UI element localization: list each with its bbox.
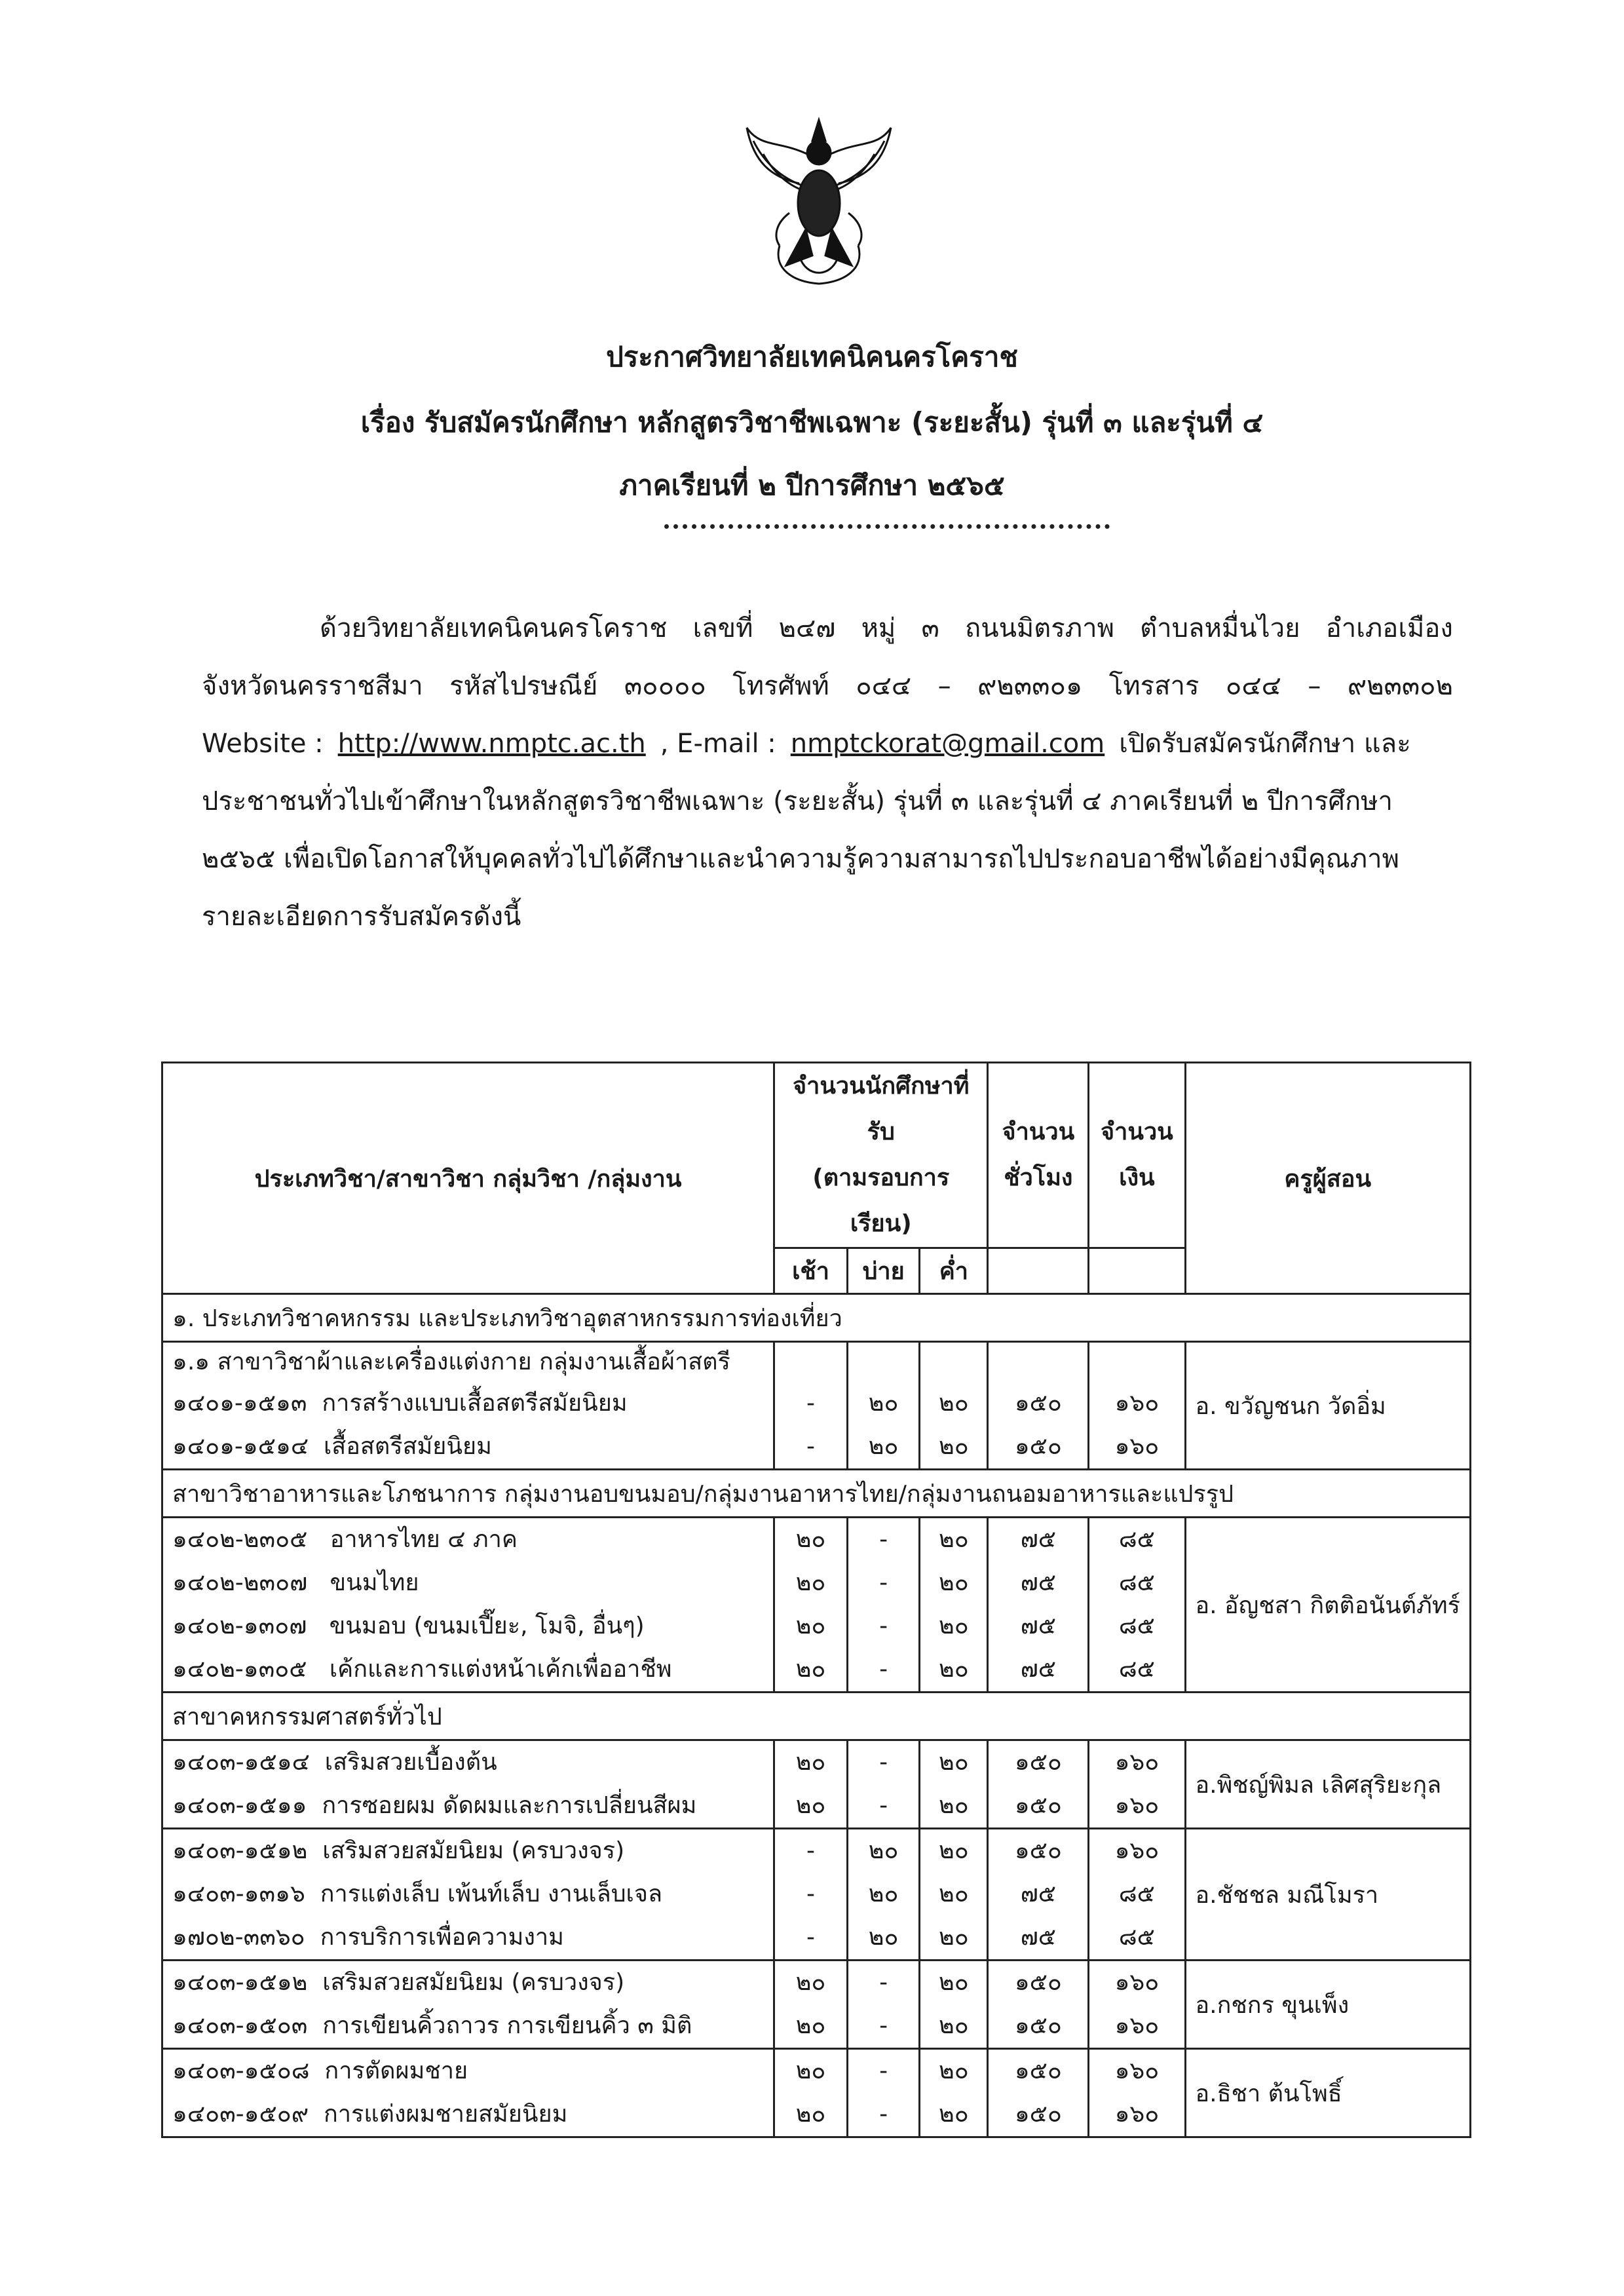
course-item	[172, 1873, 764, 1916]
header-hours-empty	[988, 1248, 1089, 1294]
table-row-group	[162, 1518, 1471, 1693]
section-title: ๑. ประเภทวิชาคหกรรม และประเภทวิชาอุตสาหกรรมการท่องเที่ยว	[162, 1294, 1471, 1342]
afternoon-value: -	[879, 1613, 888, 1639]
subsection-title: ๑.๑ สาขาวิชาผ้าและเครื่องแต่งกาย กลุ่มงานเสื้อผ้าสตรี	[172, 1349, 730, 1375]
course-item	[172, 1605, 764, 1648]
section-row	[162, 1470, 1471, 1518]
morning-value: -	[806, 1881, 816, 1907]
hours-cell	[988, 1342, 1089, 1470]
teacher-name: อ.ชัชชล มณีโมรา	[1185, 1829, 1470, 1961]
money-value: ๑๖๐	[1114, 2012, 1160, 2039]
hours-value: ๑๕๐	[1014, 1749, 1062, 1776]
teacher-name: อ.ธิชา ต้นโพธิ์	[1185, 2049, 1470, 2137]
course-name: การเขียนคิ้วถาวร การเขียนคิ้ว ๓ มิติ	[322, 2012, 692, 2039]
website-link[interactable]: http://www.nmptc.ac.th	[337, 729, 646, 759]
course-name: เสริมสวยสมัยนิยม (ครบวงจร)	[322, 1837, 625, 1864]
course-code: ๑๔๐๓-๑๕๐๘	[172, 2057, 310, 2084]
morning-value: ๒๐	[795, 2012, 826, 2039]
afternoon-value: ๒๐	[868, 1837, 899, 1864]
body-text: โทรสาร	[1108, 671, 1199, 701]
course-code: ๑๔๐๒-๒๓๐๕	[172, 1526, 308, 1553]
body-text: ตำบลหมื่นไวย	[1140, 613, 1300, 643]
dotted-divider	[664, 524, 1110, 529]
afternoon-cell	[847, 1342, 919, 1470]
course-code: ๑๔๐๓-๑๓๑๖	[172, 1881, 305, 1907]
hours-value: ๗๕	[1020, 1569, 1057, 1596]
morning-cell	[774, 1740, 848, 1829]
header-type: ประเภทวิชา/สาขาวิชา กลุ่มวิชา /กลุ่มงาน	[162, 1063, 774, 1294]
money-value: ๘๕	[1118, 1881, 1155, 1907]
section-row	[162, 1693, 1471, 1740]
header-morning: เช้า	[774, 1248, 848, 1294]
teacher-name: อ. อัญชสา กิตติอนันต์ภัทร์	[1185, 1518, 1470, 1693]
morning-cell	[774, 1342, 848, 1470]
afternoon-value: -	[879, 1526, 888, 1553]
evening-value: ๒๐	[939, 1613, 969, 1639]
header-hours	[988, 1063, 1089, 1248]
course-name: การบริการเพื่อความงาม	[320, 1924, 564, 1951]
announcement-title: ประกาศวิทยาลัยเทคนิคนครโคราช	[606, 341, 1018, 373]
morning-cell	[774, 2049, 848, 2137]
evening-cell	[920, 1518, 988, 1693]
body-line-6	[202, 888, 1453, 946]
hours-value: ๑๕๐	[1014, 1390, 1062, 1417]
course-name: อาหารไทย ๔ ภาค	[330, 1526, 518, 1553]
afternoon-value: -	[879, 1569, 888, 1596]
afternoon-cell	[847, 2049, 919, 2137]
evening-value: ๒๐	[939, 1924, 969, 1951]
money-cell	[1089, 2049, 1185, 2137]
course-name: การแต่งเล็บ เพ้นท์เล็บ งานเล็บเจล	[320, 1881, 663, 1907]
afternoon-value: ๒๐	[868, 1433, 899, 1460]
course-item	[172, 2093, 764, 2136]
website-label: Website :	[202, 729, 324, 759]
course-item	[172, 1784, 764, 1827]
morning-cell	[774, 1961, 848, 2049]
morning-value: ๒๐	[795, 2057, 826, 2084]
hours-value: ๑๕๐	[1014, 2101, 1062, 2128]
announcement-term: ภาคเรียนที่ ๒ ปีการศึกษา ๒๕๖๕	[619, 469, 1005, 501]
evening-value: ๒๐	[939, 2101, 969, 2128]
afternoon-value: -	[879, 1656, 888, 1683]
body-text: ๐๔๔	[1225, 671, 1281, 701]
money-value: ๑๖๐	[1114, 2101, 1160, 2128]
body-text: ๙๒๓๓๐๒	[1347, 671, 1453, 701]
evening-value: ๒๐	[939, 1969, 969, 1996]
hours-cell	[988, 1740, 1089, 1829]
course-code: ๑๔๐๓-๑๕๑๔	[172, 1749, 310, 1776]
course-code: ๑๔๐๒-๑๓๐๕	[172, 1656, 307, 1683]
course-name: เค้กและการแต่งหน้าเค้กเพื่ออาชีพ	[329, 1656, 672, 1683]
evening-value: ๒๐	[939, 1526, 969, 1553]
money-value: ๑๖๐	[1114, 1749, 1160, 1776]
evening-cell	[920, 2049, 988, 2137]
course-cell	[162, 2049, 774, 2137]
course-code: ๑๔๐๓-๑๕๑๒	[172, 1969, 308, 1996]
course-code: ๑๔๐๓-๑๕๐๙	[172, 2101, 309, 2128]
course-name: การซอยผม ดัดผมและการเปลี่ยนสีผม	[322, 1792, 697, 1819]
header-evening: ค่ำ	[920, 1248, 988, 1294]
course-cell	[162, 1518, 774, 1693]
course-name: เสริมสวยเบื้องต้น	[324, 1749, 497, 1776]
evening-cell	[920, 1829, 988, 1961]
body-text: เปิดรับสมัครนักศึกษา และ	[1119, 729, 1411, 759]
course-name: ขนมไทย	[330, 1569, 419, 1596]
course-cell	[162, 1342, 774, 1470]
morning-value: ๒๐	[795, 2101, 826, 2128]
hours-value: ๗๕	[1020, 1924, 1057, 1951]
course-item	[172, 1961, 764, 2004]
morning-value: ๒๐	[795, 1969, 826, 1996]
body-text: หมู่	[861, 613, 896, 643]
afternoon-value: -	[879, 1969, 888, 1996]
body-line-2	[202, 657, 1453, 715]
money-cell	[1089, 1961, 1185, 2049]
evening-value: ๒๐	[939, 1881, 969, 1907]
evening-cell	[920, 1961, 988, 2049]
morning-value: ๒๐	[795, 1792, 826, 1819]
course-item	[172, 2050, 764, 2093]
hours-value: ๑๕๐	[1014, 2057, 1062, 2084]
afternoon-value: -	[879, 1749, 888, 1776]
body-text: ถนนมิตรภาพ	[965, 613, 1114, 643]
header-afternoon: บ่าย	[847, 1248, 919, 1294]
hours-value: ๑๕๐	[1014, 1792, 1062, 1819]
evening-value: ๒๐	[939, 1390, 969, 1417]
money-value: ๑๖๐	[1114, 1390, 1160, 1417]
body-text: ด้วยวิทยาลัยเทคนิคนครโคราช	[320, 613, 668, 643]
body-text: ๐๔๔	[856, 671, 912, 701]
body-text: –	[1308, 671, 1321, 701]
course-item	[172, 1425, 764, 1468]
morning-value: -	[806, 1433, 816, 1460]
morning-cell	[774, 1829, 848, 1961]
course-item	[172, 1648, 764, 1691]
hours-cell	[988, 1829, 1089, 1961]
evening-value: ๒๐	[939, 2057, 969, 2084]
hours-value: ๑๕๐	[1014, 2012, 1062, 2039]
course-item	[172, 1382, 764, 1425]
morning-value: ๒๐	[795, 1613, 826, 1639]
course-code: ๑๔๐๓-๑๕๑๑	[172, 1792, 307, 1819]
afternoon-value: ๒๐	[868, 1390, 899, 1417]
body-text: –	[937, 671, 951, 701]
announcement-subject: เรื่อง รับสมัครนักศึกษา หลักสูตรวิชาชีพเฉพาะ (ระยะสั้น) รุ่นที่ ๓ และรุ่นที่ ๔	[360, 406, 1264, 438]
header-hours-line2: ชั่วโมง	[1004, 1164, 1073, 1191]
header-money-line2: เงิน	[1119, 1164, 1155, 1191]
course-item	[172, 1561, 764, 1605]
course-code: ๑๗๐๒-๓๓๖๐	[172, 1924, 305, 1951]
table-row-group	[162, 1961, 1471, 2049]
course-cell	[162, 1829, 774, 1961]
section-title: สาขาวิชาอาหารและโภชนาการ กลุ่มงานอบขนมอบ/กลุ่มงานอาหารไทย/กลุ่มงานถนอมอาหารและแปรรูป	[162, 1470, 1471, 1518]
course-name: ขนมอบ (ขนมเปี๊ยะ, โมจิ, อื่นๆ)	[329, 1613, 645, 1639]
hours-value: ๑๕๐	[1014, 1433, 1062, 1460]
money-cell	[1089, 1740, 1185, 1829]
header-hours-line1: จำนวน	[1002, 1119, 1075, 1145]
course-item	[172, 2004, 764, 2048]
course-code: ๑๔๐๒-๒๓๐๗	[172, 1569, 308, 1596]
afternoon-value: ๒๐	[868, 1924, 899, 1951]
hours-value: ๗๕	[1020, 1613, 1057, 1639]
body-text: ประชาชนทั่วไปเข้าศึกษาในหลักสูตรวิชาชีพเฉพาะ (ระยะสั้น) รุ่นที่ ๓ และรุ่นที่ ๔ ภาคเรียนที่ ๒ ปีการศึกษา	[202, 786, 1393, 816]
hours-value: ๗๕	[1020, 1881, 1057, 1907]
money-value: ๑๖๐	[1114, 1969, 1160, 1996]
body-text: ๙๒๓๓๐๑	[977, 671, 1083, 701]
body-line-3	[202, 715, 1453, 773]
course-code: ๑๔๐๑-๑๕๑๔	[172, 1433, 309, 1460]
afternoon-cell	[847, 1961, 919, 2049]
course-name: การสร้างแบบเสื้อสตรีสมัยนิยม	[322, 1390, 628, 1417]
course-item	[172, 1916, 764, 1959]
morning-value: ๒๐	[795, 1656, 826, 1683]
announcement-body	[202, 600, 1453, 946]
course-name: เสื้อสตรีสมัยนิยม	[324, 1433, 492, 1460]
body-text: ๓	[921, 613, 939, 643]
afternoon-value: -	[879, 2057, 888, 2084]
section-title: สาขาคหกรรมศาสตร์ทั่วไป	[162, 1693, 1471, 1740]
money-cell	[1089, 1518, 1185, 1693]
evening-value: ๒๐	[939, 1656, 969, 1683]
header-money-line1: จำนวน	[1101, 1119, 1173, 1145]
money-value: ๘๕	[1118, 1924, 1155, 1951]
teacher-name: อ. ขวัญชนก วัดอิ่ม	[1185, 1342, 1470, 1470]
afternoon-value: ๒๐	[868, 1881, 899, 1907]
morning-value: ๒๐	[795, 1749, 826, 1776]
afternoon-cell	[847, 1518, 919, 1693]
course-name: เสริมสวยสมัยนิยม (ครบวงจร)	[322, 1969, 625, 1996]
afternoon-value: -	[879, 1792, 888, 1819]
morning-value: -	[806, 1924, 816, 1951]
money-value: ๘๕	[1118, 1526, 1155, 1553]
course-code: ๑๔๐๓-๑๕๐๓	[172, 2012, 308, 2039]
table-row-group	[162, 1740, 1471, 1829]
course-name: การตัดผมชาย	[324, 2057, 468, 2084]
evening-value: ๒๐	[939, 1569, 969, 1596]
body-line-4	[202, 773, 1453, 830]
body-text: เลขที่	[692, 613, 753, 643]
header-students-line2: (ตามรอบการเรียน)	[812, 1164, 950, 1237]
garuda-emblem-icon	[740, 115, 897, 292]
body-line-5	[202, 830, 1453, 888]
body-text: รหัสไปรษณีย์	[449, 671, 598, 701]
afternoon-value: -	[879, 2012, 888, 2039]
morning-value: ๒๐	[795, 1526, 826, 1553]
hours-cell	[988, 1961, 1089, 2049]
evening-value: ๒๐	[939, 2012, 969, 2039]
body-text: ๒๕๖๕ เพื่อเปิดโอกาสให้บุคคลทั่วไปได้ศึกษาและนำความรู้ความสามารถไปประกอบอาชีพได้อย่างมีคุณภาพ	[202, 844, 1399, 874]
course-cell	[162, 1740, 774, 1829]
body-text: ๓๐๐๐๐	[624, 671, 706, 701]
email-link[interactable]: nmptckorat@gmail.com	[790, 729, 1105, 759]
header-money-empty	[1089, 1248, 1185, 1294]
money-value: ๘๕	[1118, 1569, 1155, 1596]
hours-cell	[988, 2049, 1089, 2137]
table-row-group	[162, 1342, 1471, 1470]
header-students	[774, 1063, 988, 1248]
header-students-line1: จำนวนนักศึกษาที่รับ	[793, 1073, 970, 1145]
money-value: ๘๕	[1118, 1656, 1155, 1683]
header-money	[1089, 1063, 1185, 1248]
evening-value: ๒๐	[939, 1749, 969, 1776]
hours-value: ๑๕๐	[1014, 1837, 1062, 1864]
morning-cell	[774, 1518, 848, 1693]
table-row-group	[162, 1829, 1471, 1961]
afternoon-cell	[847, 1829, 919, 1961]
money-value: ๑๖๐	[1114, 1792, 1160, 1819]
hours-value: ๗๕	[1020, 1526, 1057, 1553]
course-name: การแต่งผมชายสมัยนิยม	[324, 2101, 568, 2128]
section-row	[162, 1294, 1471, 1342]
header-teacher: ครูผู้สอน	[1185, 1063, 1470, 1294]
teacher-name: อ.กชกร ขุนเพ็ง	[1185, 1961, 1470, 2049]
body-text: ๒๔๗	[778, 613, 836, 643]
hours-cell	[988, 1518, 1089, 1693]
hours-value: ๑๕๐	[1014, 1969, 1062, 1996]
morning-value: -	[806, 1390, 816, 1417]
email-label: , E-mail :	[660, 729, 776, 759]
course-cell	[162, 1961, 774, 2049]
evening-cell	[920, 1740, 988, 1829]
hours-value: ๗๕	[1020, 1656, 1057, 1683]
course-code: ๑๔๐๑-๑๕๑๓	[172, 1390, 307, 1417]
course-item	[172, 1741, 764, 1784]
money-value: ๑๖๐	[1114, 1433, 1160, 1460]
table-row-group	[162, 2049, 1471, 2137]
money-value: ๑๖๐	[1114, 1837, 1160, 1864]
evening-value: ๒๐	[939, 1433, 969, 1460]
body-text: อำเภอเมือง	[1325, 613, 1453, 643]
enrollment-table	[161, 1062, 1471, 2138]
course-item	[172, 1518, 764, 1561]
course-item	[172, 1829, 764, 1873]
teacher-name: อ.พิชญ์พิมล เลิศสุริยะกุล	[1185, 1740, 1470, 1829]
money-cell	[1089, 1342, 1185, 1470]
evening-value: ๒๐	[939, 1837, 969, 1864]
afternoon-value: -	[879, 2101, 888, 2128]
body-text: โทรศัพท์	[732, 671, 829, 701]
body-text: รายละเอียดการรับสมัครดังนี้	[202, 902, 521, 932]
body-text: จังหวัดนครราชสีมา	[202, 671, 423, 701]
money-value: ๘๕	[1118, 1613, 1155, 1639]
body-line-1	[202, 600, 1453, 657]
afternoon-cell	[847, 1740, 919, 1829]
morning-value: -	[806, 1837, 816, 1864]
morning-value: ๒๐	[795, 1569, 826, 1596]
money-value: ๑๖๐	[1114, 2057, 1160, 2084]
evening-value: ๒๐	[939, 1792, 969, 1819]
course-code: ๑๔๐๓-๑๕๑๒	[172, 1837, 308, 1864]
course-code: ๑๔๐๒-๑๓๐๗	[172, 1613, 307, 1639]
money-cell	[1089, 1829, 1185, 1961]
evening-cell	[920, 1342, 988, 1470]
